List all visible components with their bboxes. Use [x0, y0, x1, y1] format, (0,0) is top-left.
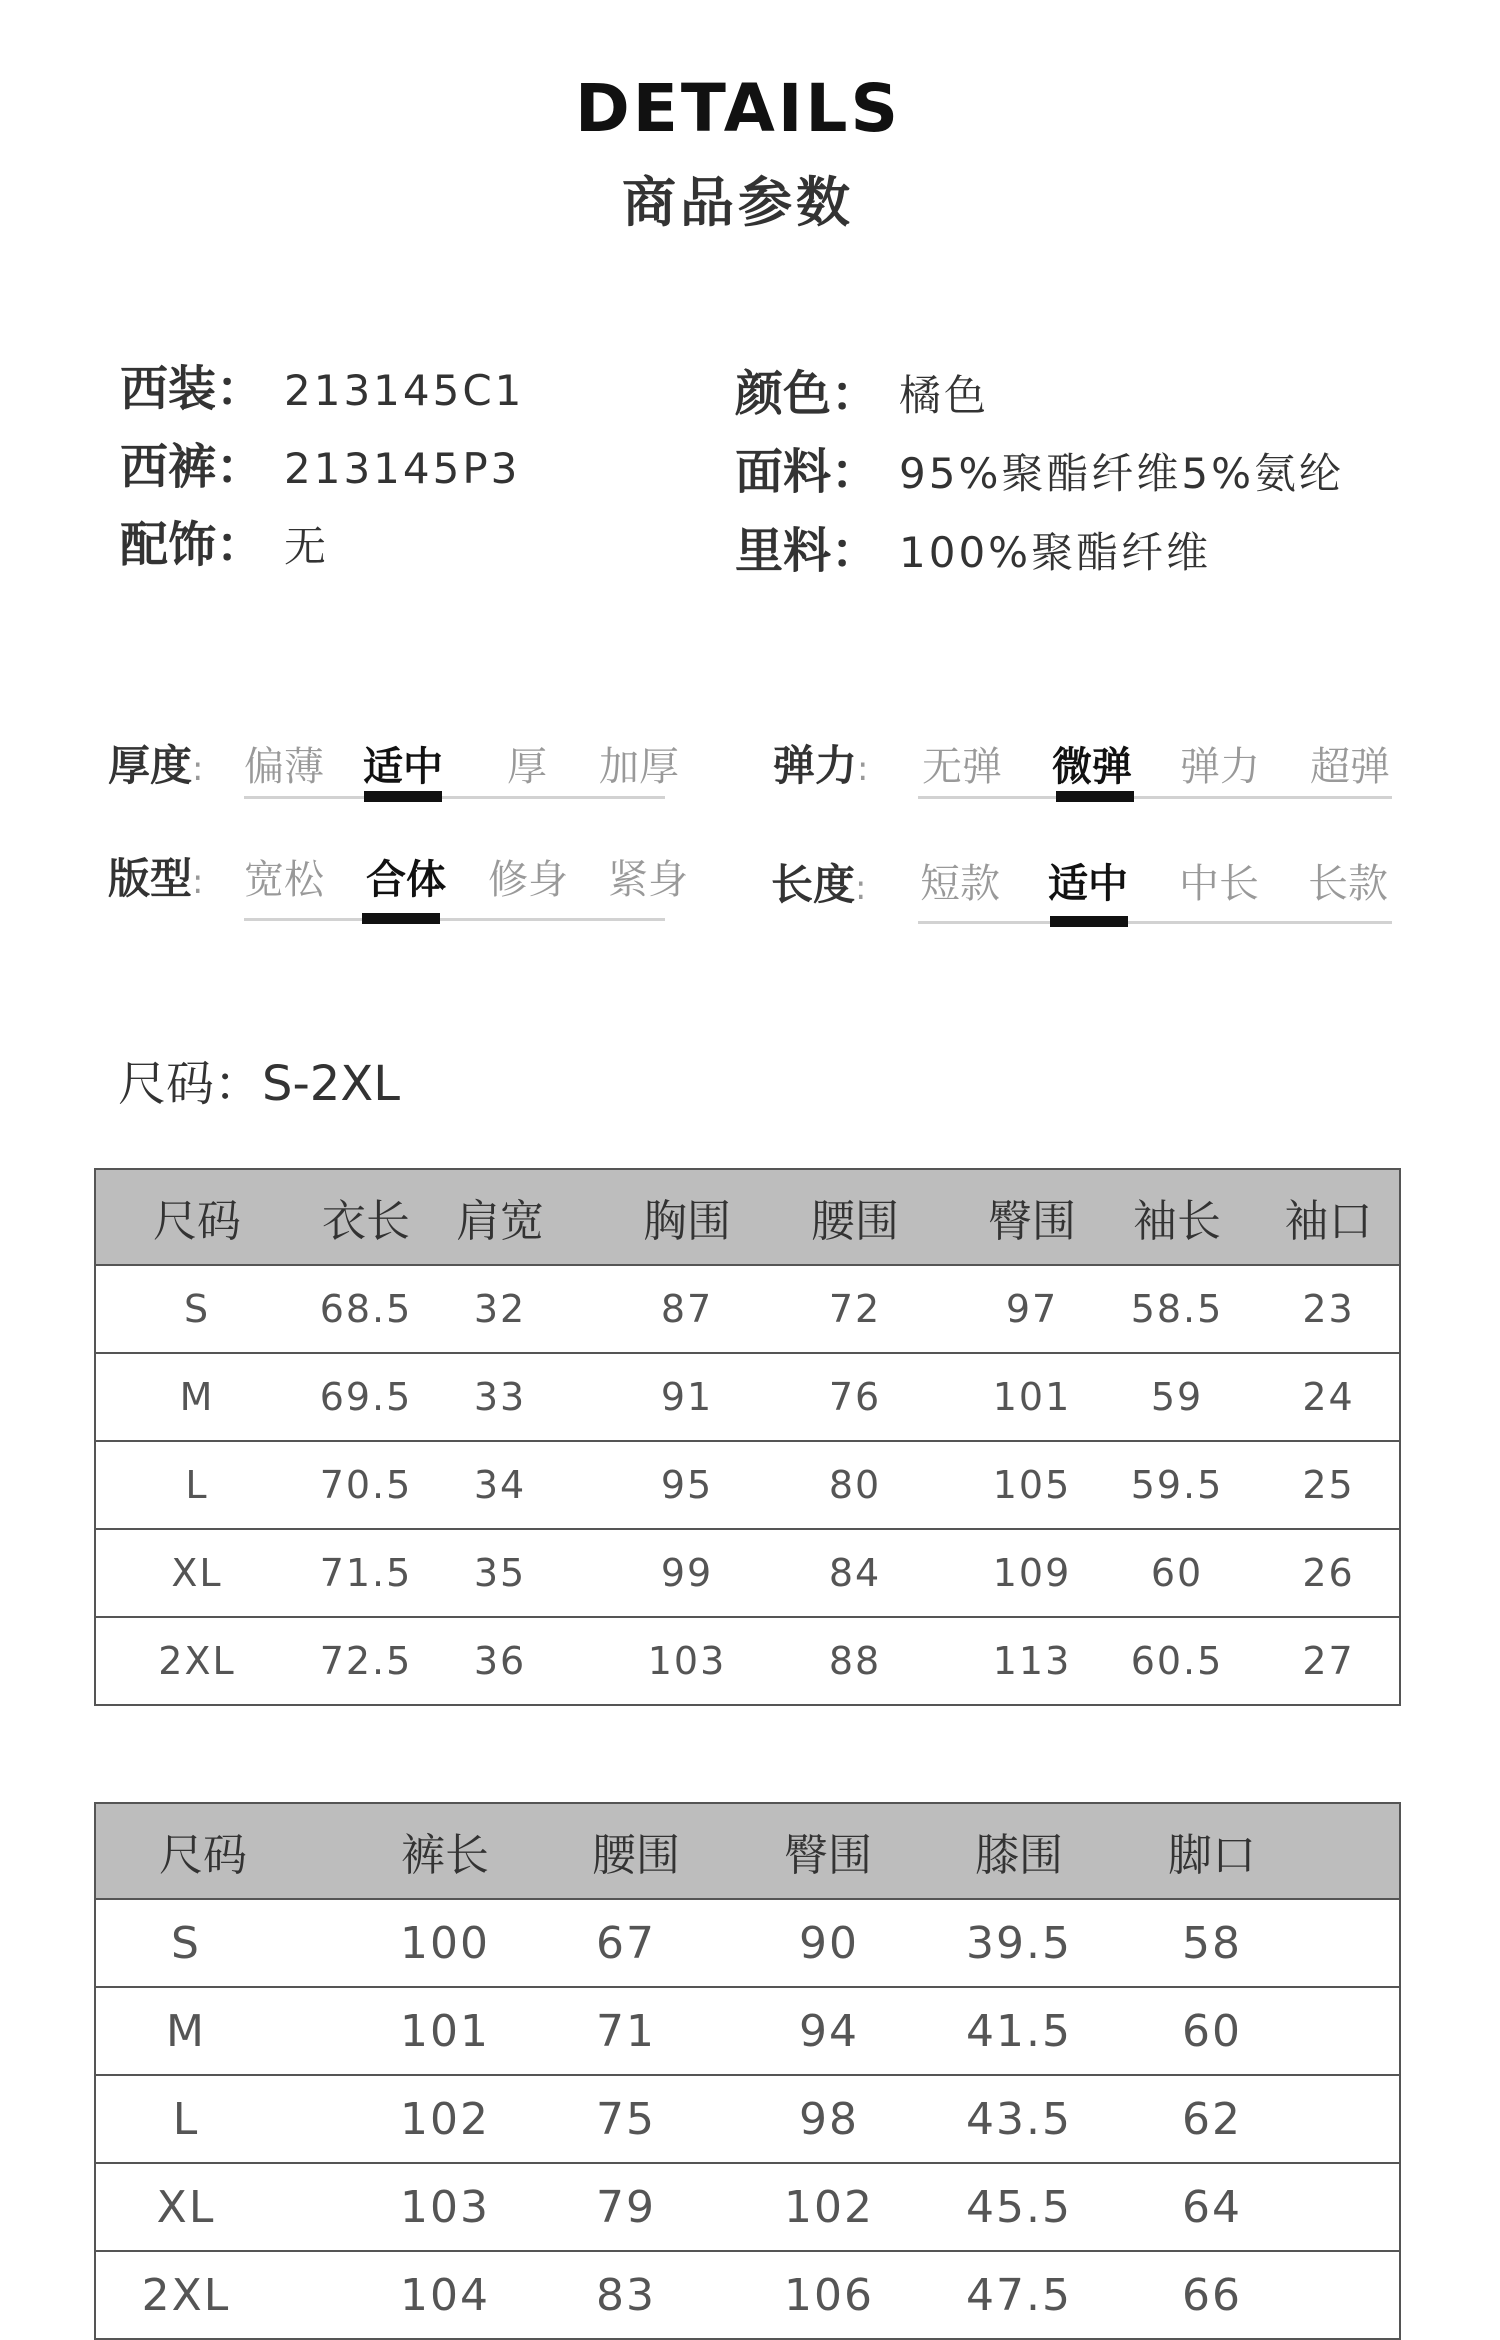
- thickness-indicator: [364, 791, 442, 802]
- info-value: 213145P3: [284, 444, 521, 493]
- table-cell: 69.5: [297, 1353, 435, 1441]
- table-cell: M: [95, 1353, 297, 1441]
- elasticity-option: 超弹: [1310, 744, 1390, 790]
- info-color: [735, 355, 989, 424]
- table-cell: 71.5: [297, 1529, 435, 1617]
- thickness-option: 偏薄: [244, 744, 324, 790]
- table-cell: 72.5: [297, 1617, 435, 1705]
- length-option-selected: 适中: [1048, 861, 1128, 907]
- table-cell: 87: [603, 1265, 771, 1353]
- table-cell: 103: [603, 1617, 771, 1705]
- fit-option: 修身: [488, 857, 568, 903]
- table-cell: 75: [540, 2075, 732, 2163]
- column-header: 衣长: [297, 1169, 435, 1265]
- table-cell: 43.5: [924, 2075, 1114, 2163]
- info-lining: [735, 512, 1211, 581]
- table-header-row: [95, 1803, 1400, 1899]
- table-cell: 67: [540, 1899, 732, 1987]
- fit-option: 宽松: [244, 857, 324, 903]
- fit-label: 版型:: [108, 854, 204, 903]
- table-cell: 59: [1111, 1353, 1257, 1441]
- table-cell: 106: [732, 2251, 924, 2339]
- table-cell: 45.5: [924, 2163, 1114, 2251]
- table-cell: 2XL: [95, 2251, 350, 2339]
- table-row: [95, 1617, 1400, 1705]
- table-cell: 104: [350, 2251, 540, 2339]
- column-header: 尺码: [95, 1169, 297, 1265]
- column-header: 脚口: [1114, 1803, 1400, 1899]
- table-cell: 41.5: [924, 1987, 1114, 2075]
- table-cell: 100: [350, 1899, 540, 1987]
- table-cell: 62: [1114, 2075, 1400, 2163]
- fit-option-selected: 合体: [366, 857, 446, 903]
- table-cell: 102: [732, 2163, 924, 2251]
- elasticity-label: 弹力:: [773, 741, 869, 790]
- table-row: [95, 2075, 1400, 2163]
- page-subtitle: 商品参数: [622, 171, 854, 234]
- column-header: 臀围: [945, 1169, 1111, 1265]
- elasticity-option: 无弹: [922, 744, 1002, 790]
- table-cell: L: [95, 1441, 297, 1529]
- table-row: [95, 1529, 1400, 1617]
- info-trousers: [120, 428, 520, 497]
- table-cell: 102: [350, 2075, 540, 2163]
- thickness-option-selected: 适中: [363, 744, 443, 790]
- column-header: 胸围: [603, 1169, 771, 1265]
- info-value: 无: [284, 522, 330, 571]
- column-header: 肩宽: [435, 1169, 603, 1265]
- table-cell: 76: [771, 1353, 945, 1441]
- table-cell: S: [95, 1265, 297, 1353]
- table-cell: 99: [603, 1529, 771, 1617]
- elasticity-option-selected: 微弹: [1052, 744, 1132, 790]
- table-cell: 58: [1114, 1899, 1400, 1987]
- table-cell: 60: [1111, 1529, 1257, 1617]
- table-cell: 79: [540, 2163, 732, 2251]
- info-label: 面料：: [735, 444, 880, 500]
- table-row: [95, 1987, 1400, 2075]
- table-cell: S: [95, 1899, 350, 1987]
- table-cell: 25: [1257, 1441, 1400, 1529]
- table-cell: 47.5: [924, 2251, 1114, 2339]
- column-header: 臀围: [732, 1803, 924, 1899]
- table-row: [95, 1899, 1400, 1987]
- column-header: 袖口: [1257, 1169, 1400, 1265]
- column-header: 裤长: [350, 1803, 540, 1899]
- info-value: 100%聚酯纤维: [899, 528, 1212, 577]
- fit-option: 紧身: [608, 857, 688, 903]
- column-header: 膝围: [924, 1803, 1114, 1899]
- table-row: [95, 2251, 1400, 2339]
- pants-size-table: [94, 1802, 1401, 2340]
- info-suit: [120, 350, 524, 419]
- table-cell: 83: [540, 2251, 732, 2339]
- table-cell: 101: [945, 1353, 1111, 1441]
- info-fabric: [735, 433, 1344, 502]
- table-header-row: [95, 1169, 1400, 1265]
- table-cell: 33: [435, 1353, 603, 1441]
- thickness-option: 加厚: [599, 744, 679, 790]
- table-cell: 26: [1257, 1529, 1400, 1617]
- length-label: 长度:: [771, 860, 867, 909]
- table-cell: 105: [945, 1441, 1111, 1529]
- table-cell: 60: [1114, 1987, 1400, 2075]
- length-option: 中长: [1179, 861, 1259, 907]
- table-cell: L: [95, 2075, 350, 2163]
- table-cell: 98: [732, 2075, 924, 2163]
- table-cell: 27: [1257, 1617, 1400, 1705]
- thickness-track: [244, 796, 665, 799]
- table-cell: 2XL: [95, 1617, 297, 1705]
- table-cell: 113: [945, 1617, 1111, 1705]
- elasticity-track: [918, 796, 1392, 799]
- size-range: 尺码：S-2XL: [118, 1056, 400, 1112]
- table-cell: 101: [350, 1987, 540, 2075]
- info-label: 配饰：: [120, 517, 265, 573]
- table-cell: 90: [732, 1899, 924, 1987]
- table-cell: 94: [732, 1987, 924, 2075]
- table-cell: 84: [771, 1529, 945, 1617]
- table-cell: 80: [771, 1441, 945, 1529]
- table-cell: XL: [95, 2163, 350, 2251]
- table-cell: 66: [1114, 2251, 1400, 2339]
- table-cell: XL: [95, 1529, 297, 1617]
- table-cell: 24: [1257, 1353, 1400, 1441]
- table-cell: 103: [350, 2163, 540, 2251]
- table-cell: M: [95, 1987, 350, 2075]
- column-header: 腰围: [771, 1169, 945, 1265]
- info-value: 95%聚酯纤维5%氨纶: [899, 449, 1344, 498]
- table-cell: 39.5: [924, 1899, 1114, 1987]
- info-value: 橘色: [899, 371, 990, 420]
- info-label: 里料：: [735, 523, 880, 579]
- table-cell: 35: [435, 1529, 603, 1617]
- table-cell: 58.5: [1111, 1265, 1257, 1353]
- table-cell: 32: [435, 1265, 603, 1353]
- table-cell: 59.5: [1111, 1441, 1257, 1529]
- length-option: 长款: [1308, 861, 1388, 907]
- column-header: 袖长: [1111, 1169, 1257, 1265]
- column-header: 腰围: [540, 1803, 732, 1899]
- info-value: 213145C1: [284, 366, 525, 415]
- info-label: 西装：: [120, 361, 265, 417]
- page-title: DETAILS: [575, 70, 901, 147]
- thickness-label: 厚度:: [108, 741, 204, 790]
- elasticity-option: 弹力: [1180, 744, 1260, 790]
- elasticity-indicator: [1056, 791, 1134, 802]
- table-cell: 71: [540, 1987, 732, 2075]
- fit-track: [244, 918, 665, 921]
- table-cell: 97: [945, 1265, 1111, 1353]
- info-accessory: [120, 506, 329, 575]
- table-cell: 88: [771, 1617, 945, 1705]
- table-cell: 36: [435, 1617, 603, 1705]
- table-row: [95, 1441, 1400, 1529]
- table-cell: 72: [771, 1265, 945, 1353]
- table-cell: 23: [1257, 1265, 1400, 1353]
- table-cell: 109: [945, 1529, 1111, 1617]
- table-row: [95, 1353, 1400, 1441]
- length-option: 短款: [920, 861, 1000, 907]
- table-row: [95, 2163, 1400, 2251]
- length-indicator: [1050, 916, 1128, 927]
- jacket-size-table: [94, 1168, 1401, 1706]
- fit-indicator: [362, 913, 440, 924]
- table-cell: 64: [1114, 2163, 1400, 2251]
- info-label: 西裤：: [120, 439, 265, 495]
- table-cell: 91: [603, 1353, 771, 1441]
- table-cell: 95: [603, 1441, 771, 1529]
- table-row: [95, 1265, 1400, 1353]
- table-cell: 60.5: [1111, 1617, 1257, 1705]
- table-cell: 70.5: [297, 1441, 435, 1529]
- length-track: [918, 921, 1392, 924]
- table-cell: 68.5: [297, 1265, 435, 1353]
- thickness-option: 厚: [507, 744, 547, 790]
- table-cell: 34: [435, 1441, 603, 1529]
- column-header: 尺码: [95, 1803, 350, 1899]
- info-label: 颜色：: [735, 366, 880, 422]
